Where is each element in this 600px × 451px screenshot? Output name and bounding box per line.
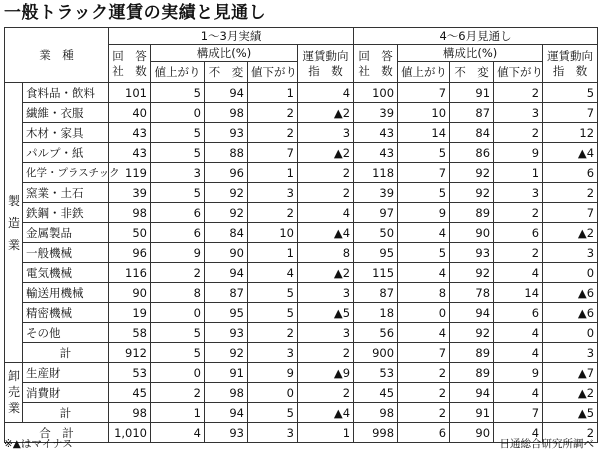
cell: 93 [205, 423, 248, 443]
cell: ▲4 [298, 403, 354, 423]
header-kaito-line2: 社 数 [112, 63, 147, 78]
cell: 98 [354, 403, 398, 423]
cell: 5 [398, 243, 450, 263]
header-kosei-p2: 構成比(%) [398, 45, 543, 62]
cell: 4 [398, 223, 450, 243]
cell: 2 [398, 363, 450, 383]
row-label: 食料品・飲料 [23, 83, 109, 103]
cell: 6 [151, 203, 205, 223]
table-row [5, 163, 598, 183]
cell: 5 [151, 343, 205, 363]
cell: 45 [354, 383, 398, 403]
cell: 3 [298, 283, 354, 303]
cell: 2 [248, 323, 298, 343]
table-row [5, 83, 598, 103]
cell: 84 [450, 123, 494, 143]
cell: 119 [109, 163, 151, 183]
page-title: 一般トラック運賃の実績と見通し [4, 3, 267, 23]
cell: 2 [494, 203, 543, 223]
header-doko-line1: 運賃動向 [302, 48, 349, 63]
header-kaito-line2: 社 数 [358, 63, 393, 78]
cell: 92 [450, 183, 494, 203]
cell: ▲2 [543, 223, 598, 243]
cell: 18 [354, 303, 398, 323]
cell: 53 [354, 363, 398, 383]
cell: 98 [109, 403, 151, 423]
cell: 7 [494, 403, 543, 423]
cell: ▲5 [298, 303, 354, 323]
cell: 7 [398, 163, 450, 183]
cell: 5 [398, 183, 450, 203]
cell: 56 [354, 323, 398, 343]
cell: 94 [205, 263, 248, 283]
cell: 92 [450, 263, 494, 283]
cell: 40 [109, 103, 151, 123]
cell: 92 [205, 183, 248, 203]
table-row [5, 303, 598, 323]
cell: 4 [298, 203, 354, 223]
cell: 1 [248, 243, 298, 263]
cell: 4 [298, 83, 354, 103]
cell: 96 [109, 243, 151, 263]
table-row [5, 183, 598, 203]
table-row-subtotal [5, 343, 598, 363]
cell: 2 [298, 383, 354, 403]
cell: 90 [109, 283, 151, 303]
row-label: 化学・プラスチック [23, 163, 109, 183]
cell: 900 [354, 343, 398, 363]
section-wholesale: 卸売業 [5, 363, 23, 423]
cell: 0 [543, 323, 598, 343]
header-kaito-line1: 回 答 [358, 48, 393, 63]
table-row-subtotal [5, 403, 598, 423]
row-label: 鉄鋼・非鉄 [23, 203, 109, 223]
table-row [5, 143, 598, 163]
header-doko-p2 [543, 45, 598, 83]
cell: 0 [151, 363, 205, 383]
cell: 5 [248, 403, 298, 423]
cell: 88 [205, 143, 248, 163]
row-label: その他 [23, 323, 109, 343]
cell: 89 [450, 363, 494, 383]
cell: 9 [494, 143, 543, 163]
cell: 4 [398, 323, 450, 343]
cell: 97 [354, 203, 398, 223]
header-doko-line1: 運賃動向 [547, 48, 594, 63]
cell: 93 [205, 123, 248, 143]
cell: 9 [248, 363, 298, 383]
cell: 95 [205, 303, 248, 323]
cell: ▲9 [298, 363, 354, 383]
header-kaito-p2 [354, 45, 398, 83]
cell: 58 [109, 323, 151, 343]
cell: 90 [205, 243, 248, 263]
cell: 86 [450, 143, 494, 163]
cell: 115 [354, 263, 398, 283]
cell: 5 [151, 123, 205, 143]
cell: 93 [450, 243, 494, 263]
cell: 118 [354, 163, 398, 183]
cell: 0 [248, 383, 298, 403]
cell: 94 [450, 303, 494, 323]
cell: 1 [248, 163, 298, 183]
cell: 87 [450, 103, 494, 123]
cell: 90 [450, 423, 494, 443]
header-sagari-p2: 値下がり [494, 62, 543, 83]
cell: 19 [109, 303, 151, 323]
row-label: 消費財 [23, 383, 109, 403]
cell: 5 [151, 83, 205, 103]
cell: 39 [354, 103, 398, 123]
cell: 2 [494, 243, 543, 263]
cell: 92 [205, 203, 248, 223]
cell: 100 [354, 83, 398, 103]
freight-rate-table [4, 27, 598, 443]
cell: 2 [151, 383, 205, 403]
cell: 98 [205, 383, 248, 403]
cell: 8 [151, 283, 205, 303]
row-label: 窯業・土石 [23, 183, 109, 203]
cell: 5 [151, 183, 205, 203]
cell: 10 [248, 223, 298, 243]
cell: 2 [494, 83, 543, 103]
header-fuhen-p1: 不 変 [205, 62, 248, 83]
cell: 50 [109, 223, 151, 243]
cell: 4 [494, 383, 543, 403]
header-fuhen-p2: 不 変 [450, 62, 494, 83]
cell: 2 [398, 383, 450, 403]
cell: 7 [543, 103, 598, 123]
cell: ▲7 [543, 363, 598, 383]
cell: 2 [543, 183, 598, 203]
cell: 0 [543, 263, 598, 283]
cell: 6 [494, 303, 543, 323]
cell: 43 [109, 143, 151, 163]
cell: 4 [494, 343, 543, 363]
cell: 5 [151, 143, 205, 163]
cell: ▲2 [298, 103, 354, 123]
cell: 0 [151, 103, 205, 123]
cell: ▲4 [543, 143, 598, 163]
cell: 3 [298, 123, 354, 143]
table-row [5, 363, 598, 383]
header-period-2: 4～6月見通し [354, 28, 598, 45]
cell: 7 [248, 143, 298, 163]
cell: ▲2 [298, 143, 354, 163]
cell: 87 [205, 283, 248, 303]
cell: 5 [248, 303, 298, 323]
row-label: 輸送用機械 [23, 283, 109, 303]
cell: 3 [543, 243, 598, 263]
cell: 5 [151, 323, 205, 343]
cell: 6 [543, 163, 598, 183]
cell: 78 [450, 283, 494, 303]
cell: ▲4 [298, 223, 354, 243]
cell: 3 [248, 343, 298, 363]
cell: 101 [109, 83, 151, 103]
cell: 3 [248, 423, 298, 443]
cell: 4 [494, 323, 543, 343]
table-row [5, 123, 598, 143]
cell: 2 [543, 423, 598, 443]
section-manufacturing: 製造業 [5, 83, 23, 363]
cell: 5 [543, 83, 598, 103]
cell: 4 [398, 263, 450, 283]
cell: 7 [398, 83, 450, 103]
cell: 10 [398, 103, 450, 123]
cell: 2 [298, 163, 354, 183]
cell: 3 [151, 163, 205, 183]
cell: 9 [151, 243, 205, 263]
header-period-1: 1～3月実績 [109, 28, 354, 45]
header-sagari-p1: 値下がり [248, 62, 298, 83]
cell: 2 [298, 183, 354, 203]
header-doko-line2: 指 数 [308, 63, 343, 78]
cell: 5 [248, 283, 298, 303]
table-row [5, 223, 598, 243]
cell: 2 [248, 123, 298, 143]
row-label: 精密機械 [23, 303, 109, 323]
table-row [5, 103, 598, 123]
cell: 9 [494, 363, 543, 383]
header-agari-p2: 値上がり [398, 62, 450, 83]
cell: ▲6 [543, 303, 598, 323]
cell: 92 [450, 323, 494, 343]
cell: ▲2 [543, 383, 598, 403]
row-label: 木材・家具 [23, 123, 109, 143]
header-doko-line2: 指 数 [552, 63, 588, 78]
cell: 5 [398, 143, 450, 163]
cell: 95 [354, 243, 398, 263]
cell: 3 [494, 183, 543, 203]
header-doko-p1 [298, 45, 354, 83]
cell: 1,010 [109, 423, 151, 443]
cell: 39 [109, 183, 151, 203]
source-note: 日通総合研究所調べ [499, 438, 594, 450]
cell: 998 [354, 423, 398, 443]
cell: 87 [354, 283, 398, 303]
cell: 2 [398, 403, 450, 423]
cell: 1 [151, 403, 205, 423]
cell: 7 [543, 203, 598, 223]
cell: 4 [248, 263, 298, 283]
row-label: 電気機械 [23, 263, 109, 283]
cell: 90 [450, 223, 494, 243]
header-kaito-p1 [109, 45, 151, 83]
cell: ▲6 [543, 283, 598, 303]
cell: 3 [248, 183, 298, 203]
table-row [5, 323, 598, 343]
cell: 14 [494, 283, 543, 303]
cell: 9 [398, 203, 450, 223]
cell: 3 [298, 323, 354, 343]
cell: 1 [298, 423, 354, 443]
table-row [5, 383, 598, 403]
cell: 93 [205, 323, 248, 343]
cell: 2 [494, 123, 543, 143]
cell: 3 [494, 103, 543, 123]
cell: 84 [205, 223, 248, 243]
header-row-1 [5, 28, 598, 45]
cell: 1 [248, 83, 298, 103]
cell: 50 [354, 223, 398, 243]
row-label: 繊維・衣服 [23, 103, 109, 123]
cell: 94 [205, 403, 248, 423]
cell: 8 [398, 283, 450, 303]
row-label: 計 [23, 403, 109, 423]
row-label: パルプ・紙 [23, 143, 109, 163]
cell: 0 [398, 303, 450, 323]
cell: 96 [205, 163, 248, 183]
cell: 6 [494, 223, 543, 243]
cell: 91 [450, 83, 494, 103]
cell: 98 [109, 203, 151, 223]
cell: 8 [298, 243, 354, 263]
cell: 4 [151, 423, 205, 443]
cell: 94 [205, 83, 248, 103]
cell: 2 [248, 203, 298, 223]
row-label-total: 合 計 [5, 423, 109, 443]
cell: 4 [494, 423, 543, 443]
cell: ▲2 [298, 263, 354, 283]
cell: 912 [109, 343, 151, 363]
cell: 2 [151, 263, 205, 283]
table-row [5, 243, 598, 263]
header-kosei-p1: 構成比(%) [151, 45, 298, 62]
cell: 14 [398, 123, 450, 143]
header-agari-p1: 値上がり [151, 62, 205, 83]
cell: 6 [151, 223, 205, 243]
row-label: 金属製品 [23, 223, 109, 243]
row-label: 生産財 [23, 363, 109, 383]
cell: 2 [298, 343, 354, 363]
cell: 0 [151, 303, 205, 323]
cell: 89 [450, 343, 494, 363]
table-row [5, 203, 598, 223]
cell: 2 [248, 103, 298, 123]
cell: 89 [450, 203, 494, 223]
cell: 94 [450, 383, 494, 403]
row-label: 計 [23, 343, 109, 363]
cell: 7 [398, 343, 450, 363]
cell: 39 [354, 183, 398, 203]
cell: 43 [354, 123, 398, 143]
cell: 3 [543, 343, 598, 363]
table-row [5, 263, 598, 283]
cell: 43 [109, 123, 151, 143]
cell: 45 [109, 383, 151, 403]
header-kaito-line1: 回 答 [112, 48, 147, 63]
row-label: 一般機械 [23, 243, 109, 263]
cell: ▲5 [543, 403, 598, 423]
footnote: ※▲はマイナス [4, 438, 73, 450]
cell: 92 [205, 343, 248, 363]
cell: 91 [450, 403, 494, 423]
cell: 98 [205, 103, 248, 123]
cell: 12 [543, 123, 598, 143]
cell: 6 [398, 423, 450, 443]
cell: 92 [450, 163, 494, 183]
cell: 91 [205, 363, 248, 383]
cell: 43 [354, 143, 398, 163]
cell: 4 [494, 263, 543, 283]
cell: 1 [494, 163, 543, 183]
cell: 53 [109, 363, 151, 383]
table-row [5, 283, 598, 303]
header-gyoshu: 業 種 [5, 28, 109, 83]
cell: 116 [109, 263, 151, 283]
